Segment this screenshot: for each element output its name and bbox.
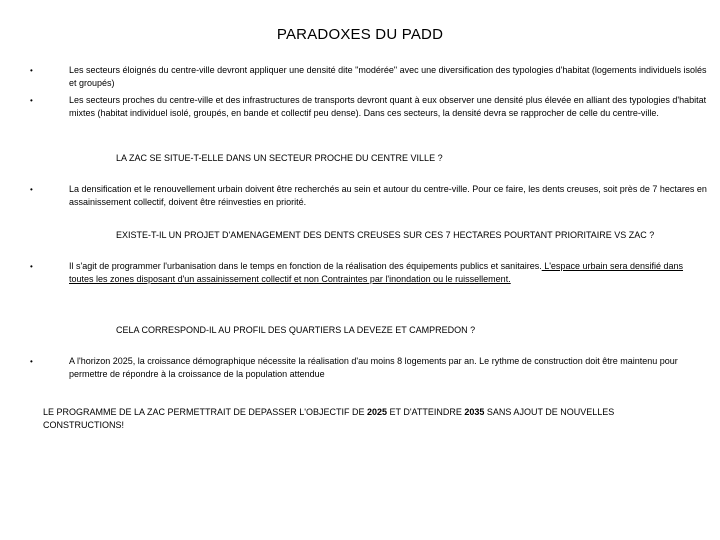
bullet-text: Les secteurs éloignés du centre-ville devront appliquer une densité dite "modérée" avec une diversification des typologies d'habitat (logements individuels isolés et groupés)	[69, 65, 707, 88]
question-heading: LA ZAC SE SITUE-T-ELLE DANS UN SECTEUR PROCHE DU CENTRE VILLE ?	[116, 153, 443, 163]
conclusion-part: ET D'ATTEINDRE	[386, 407, 465, 417]
slide-title: PARADOXES DU PADD	[276, 26, 444, 43]
conclusion-part: SANS AJOUT DE NOUVELLES CONSTRUCTIONS!	[43, 407, 615, 430]
bullet-icon: •	[30, 357, 33, 366]
bullet-icon: •	[30, 185, 33, 194]
bullet-text: La densification et le renouvellement urbain doivent être recherchés au sein et autour du centre-ville. Pour ce faire, les dents creuses, soit près de 7 hectares en assainissement collectif, doivent être réinvesties en priorité.	[69, 184, 707, 207]
bullet-text	[69, 260, 709, 286]
question-heading: CELA CORRESPOND-IL AU PROFIL DES QUARTIERS LA DEVEZE ET CAMPREDON ?	[116, 325, 476, 335]
bullet-text: A l'horizon 2025, la croissance démographique nécessite la réalisation d'au moins 8 logements par an. Le rythme de construction doit être maintenu pour permettre de répondre à la croissance de la population attendue	[69, 356, 678, 379]
bullet-icon: •	[30, 262, 33, 271]
bullet-icon: •	[30, 96, 33, 105]
year-2035: 2035	[464, 407, 485, 417]
conclusion-part: LE PROGRAMME DE LA ZAC PERMETTRAIT DE DEPASSER L'OBJECTIF DE	[43, 407, 367, 417]
bullet-icon: •	[30, 66, 33, 75]
conclusion-text	[43, 406, 663, 432]
year-2025: 2025	[366, 407, 387, 417]
bullet-text: Les secteurs proches du centre-ville et des infrastructures de transports devront quant à eux observer une densité plus élevée en alliant des typologies d'habitat mixtes (habitat individuel isolé, groupés, en bande et collectif peu dense). Dans ces secteurs, la densité devra se rapprocher de celle du centre-ville.	[69, 95, 707, 118]
question-heading: EXISTE-T-IL UN PROJET D'AMENAGEMENT DES DENTS CREUSES SUR CES 7 HECTARES POURTANT PRIORITAIRE VS ZAC ?	[116, 230, 655, 240]
underlined-text: L'espace urbain sera densifié dans toutes les zones disposant d'un assainissement collectif et non Contraintes par l'inondation ou le ruissellement.	[69, 261, 684, 284]
bullet-text-part: Il s'agit de programmer l'urbanisation dans le temps en fonction de la réalisation des équipements publics et sanitaires.	[69, 261, 542, 271]
